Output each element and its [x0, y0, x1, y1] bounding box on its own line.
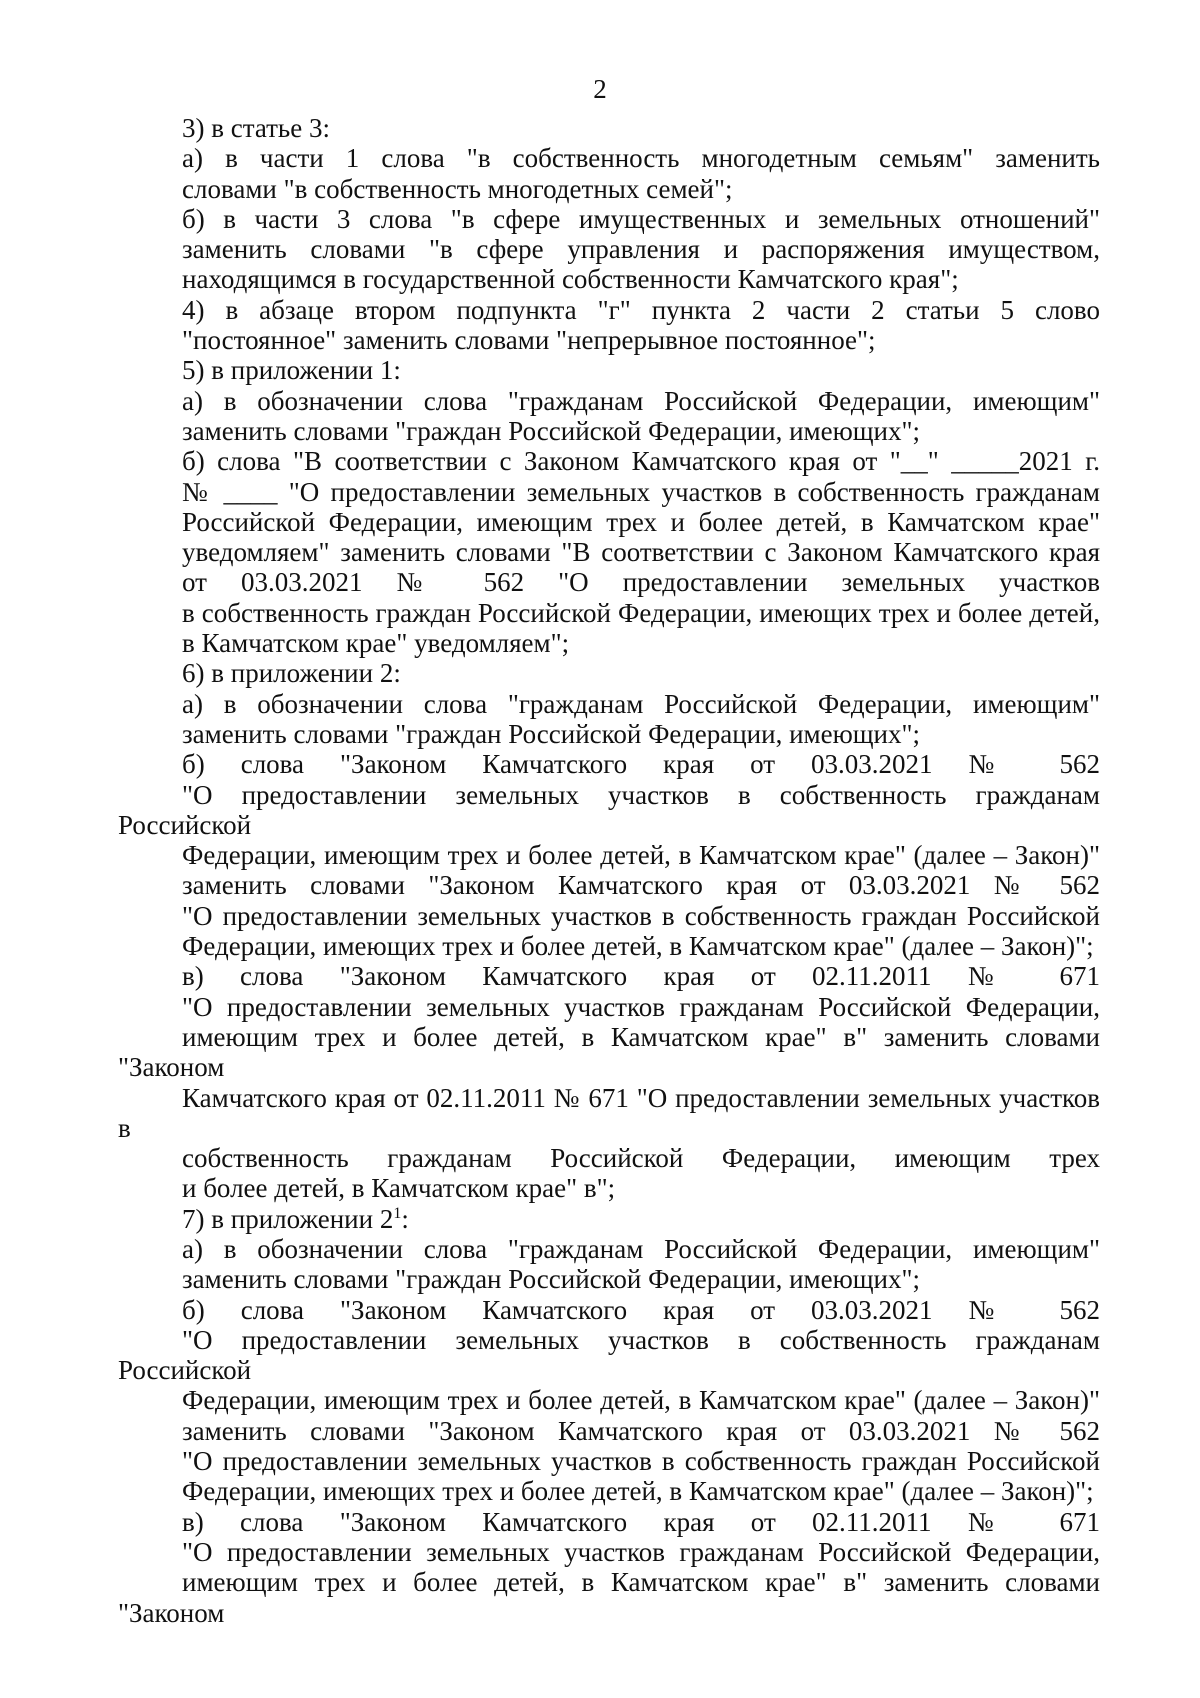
- text-line: уведомляем" заменить словами "В соответствии с Законом Камчатского края: [182, 537, 1100, 568]
- paragraph-item-5: [118, 355, 1100, 385]
- text-line: в) слова "Законом Камчатского края от 02.11.2011 № 671: [182, 961, 1100, 992]
- text-line: и более детей, в Камчатском крае" в";: [182, 1173, 616, 1204]
- item-7-label: 7) в приложении 2: [182, 1203, 394, 1234]
- text-line: "О предоставлении земельных участков гражданам Российской Федерации,: [182, 1536, 1100, 1567]
- paragraph-6v: [118, 961, 1100, 1203]
- text-line: 4) в абзаце втором подпункта "г" пункта 2 части 2 статьи 5 слово: [182, 294, 1100, 325]
- paragraph-7v: [118, 1507, 1100, 1628]
- text-line: "О предоставлении земельных участков в собственность граждан Российской: [182, 900, 1100, 931]
- text-line: от 03.03.2021 № 562 "О предоставлении земельных участков: [182, 567, 1100, 598]
- paragraph-3a: [118, 143, 1100, 204]
- text-line: "О предоставлении земельных участков в собственность граждан Российской: [182, 1446, 1100, 1477]
- text-line: заменить словами "в сфере управления и распоряжения имуществом,: [182, 234, 1100, 265]
- text-line: заменить словами "граждан Российской Федерации, имеющих";: [182, 718, 921, 749]
- text-line: а) в обозначении слова "гражданам Российской Федерации, имеющим": [182, 1233, 1100, 1264]
- paragraph-5a: [118, 386, 1100, 447]
- text-line: № ____ "О предоставлении земельных участков в собственность гражданам: [182, 476, 1100, 507]
- text-line: "постоянное" заменить словами "непрерывное постоянное";: [182, 325, 876, 356]
- paragraph-6a: [118, 689, 1100, 750]
- text-line: 6) в приложении 2:: [182, 658, 401, 689]
- paragraph-7a: [118, 1234, 1100, 1295]
- text-line: а) в обозначении слова "гражданам Российской Федерации, имеющим": [182, 385, 1100, 416]
- text-line: словами "в собственность многодетных семей";: [182, 173, 733, 204]
- text-line: 5) в приложении 1:: [182, 355, 401, 386]
- text-line: "О предоставлении земельных участков гражданам Российской Федерации,: [182, 991, 1100, 1022]
- text-line: "О предоставлении земельных участков в собственность гражданам Российской: [118, 1324, 1100, 1386]
- text-line: заменить словами "Законом Камчатского края от 03.03.2021 № 562: [182, 870, 1100, 901]
- text-line: в Камчатском крае" уведомляем";: [182, 628, 570, 659]
- text-line: находящимся в государственной собственности Камчатского края";: [182, 264, 959, 295]
- superscript-index: 1: [393, 1204, 402, 1222]
- text-line: Российской Федерации, имеющим трех и более детей, в Камчатском крае": [182, 506, 1100, 537]
- text-line: в собственность граждан Российской Федерации, имеющих трех и более детей,: [182, 597, 1100, 628]
- paragraph-item-6: [118, 658, 1100, 688]
- text-line: заменить словами "Законом Камчатского края от 03.03.2021 № 562: [182, 1415, 1100, 1446]
- text-line: собственность гражданам Российской Федерации, имеющим трех: [182, 1143, 1100, 1174]
- text-line: "О предоставлении земельных участков в собственность гражданам Российской: [118, 779, 1100, 840]
- text-line: б) в части 3 слова "в сфере имущественных и земельных отношений": [182, 203, 1100, 234]
- text-line: Федерации, имеющих трех и более детей, в Камчатском крае" (далее – Закон)";: [182, 1476, 1094, 1507]
- text-line: [118, 1204, 1100, 1234]
- page-number: 2: [593, 74, 607, 104]
- text-line: б) слова "В соответствии с Законом Камчатского края от "__" _____2021 г.: [182, 446, 1100, 477]
- document-body: [118, 113, 1100, 1628]
- text-line: Федерации, имеющим трех и более детей, в Камчатском крае" (далее – Закон)": [182, 1385, 1100, 1416]
- paragraph-6b: [118, 749, 1100, 961]
- paragraph-item-7: [118, 1204, 1100, 1234]
- text-line: б) слова "Законом Камчатского края от 03.03.2021 № 562: [182, 1294, 1100, 1325]
- text-line: а) в части 1 слова "в собственность многодетным семьям" заменить: [182, 143, 1100, 174]
- text-line: б) слова "Законом Камчатского края от 03.03.2021 № 562: [182, 749, 1100, 780]
- paragraph-item-4: [118, 295, 1100, 356]
- text-line: в) слова "Законом Камчатского края от 02.11.2011 № 671: [182, 1506, 1100, 1537]
- text-line: Федерации, имеющим трех и более детей, в Камчатском крае" (далее – Закон)": [182, 840, 1100, 871]
- text-line: Федерации, имеющих трех и более детей, в Камчатском крае" (далее – Закон)";: [182, 931, 1094, 962]
- paragraph-3b: [118, 204, 1100, 295]
- item-7-colon: :: [401, 1203, 409, 1234]
- paragraph-item-3: [118, 113, 1100, 143]
- text-line: заменить словами "граждан Российской Федерации, имеющих";: [182, 1264, 921, 1295]
- text-line: Камчатского края от 02.11.2011 № 671 "О предоставлении земельных участков в: [118, 1082, 1100, 1143]
- paragraph-7b: [118, 1295, 1100, 1507]
- paragraph-5b: [118, 446, 1100, 658]
- text-line: заменить словами "граждан Российской Федерации, имеющих";: [182, 415, 921, 446]
- text-line: 3) в статье 3:: [182, 113, 330, 143]
- text-line: а) в обозначении слова "гражданам Российской Федерации, имеющим": [182, 688, 1100, 719]
- text-line: имеющим трех и более детей, в Камчатском крае" в" заменить словами "Законом: [118, 1021, 1100, 1083]
- text-line: имеющим трех и более детей, в Камчатском крае" в" заменить словами "Законом: [118, 1567, 1100, 1628]
